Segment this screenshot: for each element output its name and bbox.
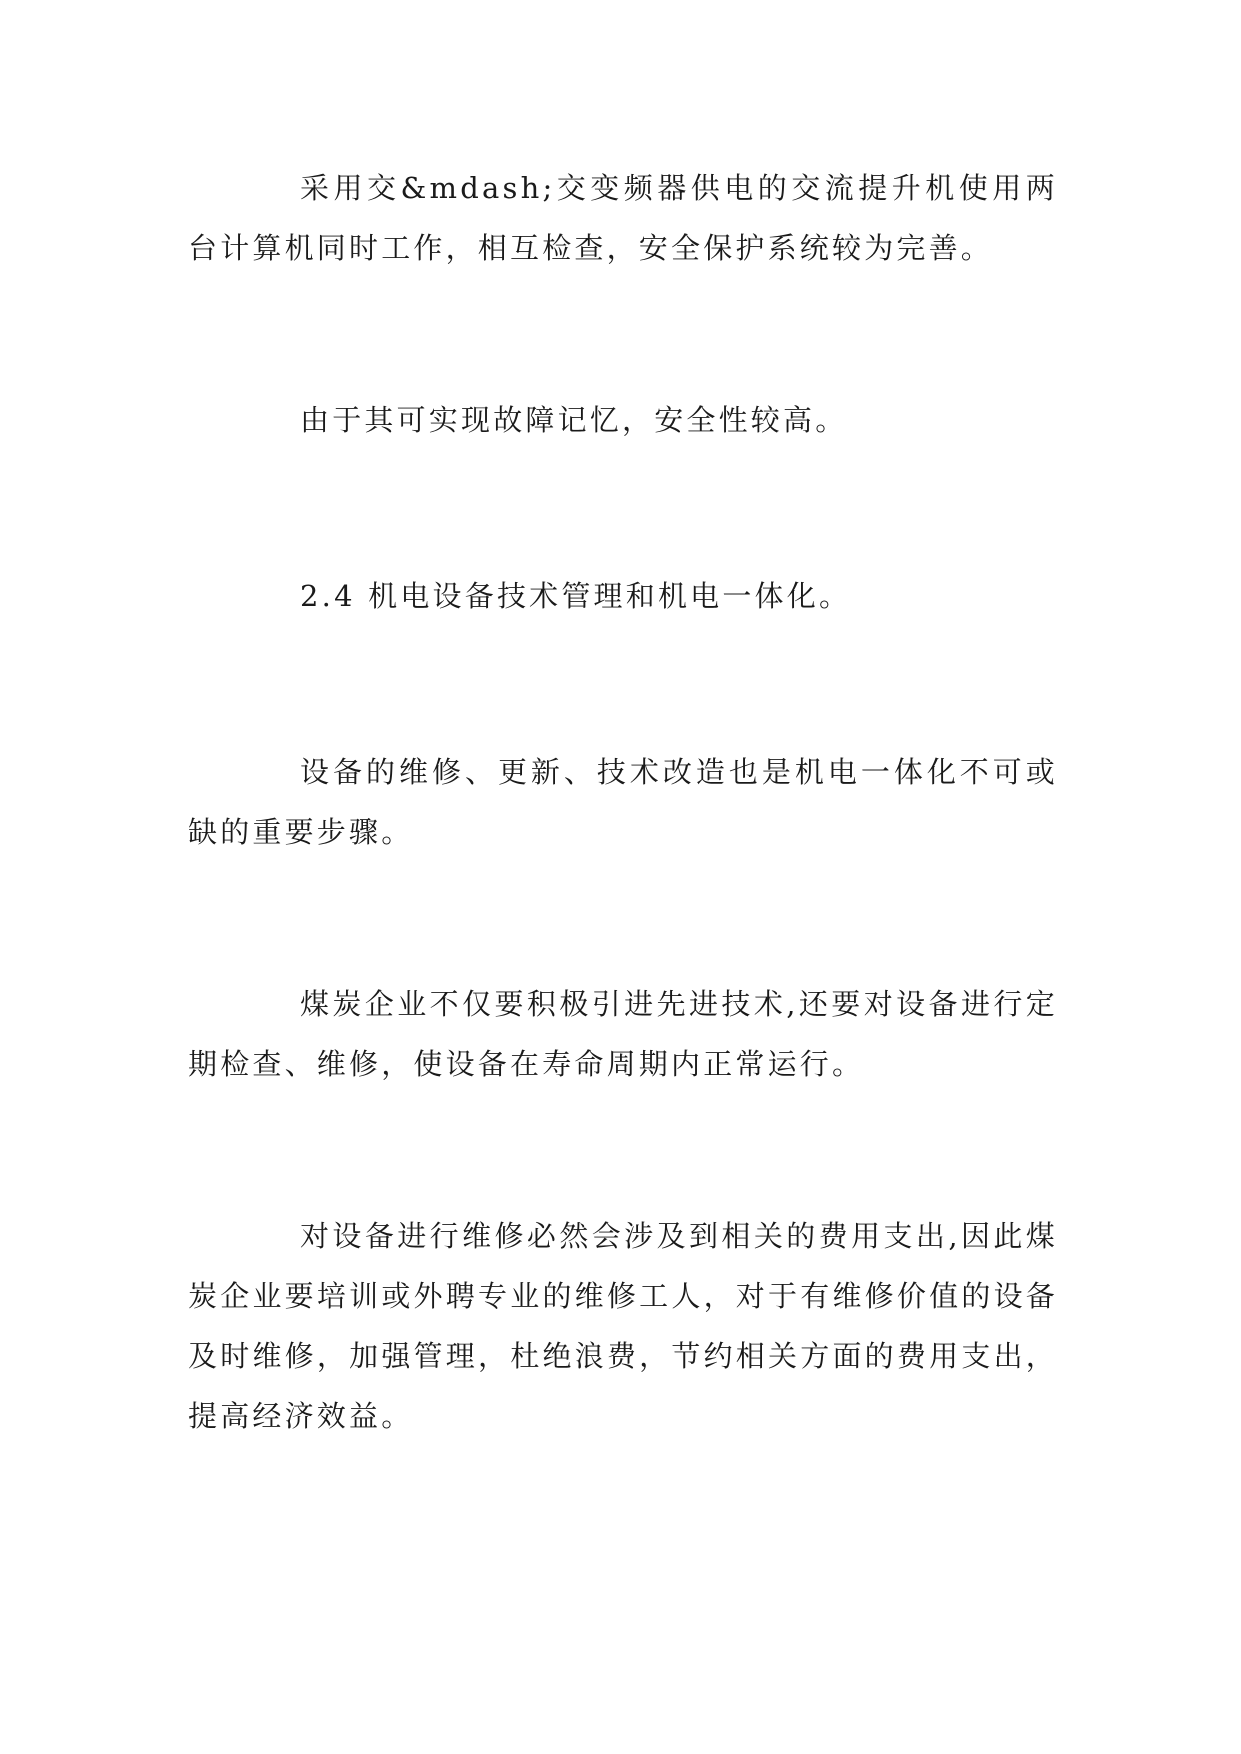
paragraph-maintenance-costs: 对设备进行维修必然会涉及到相关的费用支出,因此煤炭企业要培训或外聘专业的维修工人，对于有维修价值的设备及时维修，加强管理，杜绝浪费，节约相关方面的费用支出，提高经济效益。 — [188, 1219, 1058, 1433]
paragraph-hoist-computers: 采用交&mdash;交变频器供电的交流提升机使用两台计算机同时工作，相互检查，安全保护系统较为完善。 — [188, 171, 1058, 265]
paragraph-fault-memory: 由于其可实现故障记忆，安全性较高。 — [300, 403, 848, 437]
paragraph-coal-enterprise-inspection: 煤炭企业不仅要积极引进先进技术,还要对设备进行定期检查、维修，使设备在寿命周期内正常运行。 — [188, 987, 1058, 1081]
paragraph-maintenance-steps: 设备的维修、更新、技术改造也是机电一体化不可或缺的重要步骤。 — [188, 755, 1058, 849]
section-heading-2-4: 2.4 机电设备技术管理和机电一体化。 — [300, 579, 852, 613]
